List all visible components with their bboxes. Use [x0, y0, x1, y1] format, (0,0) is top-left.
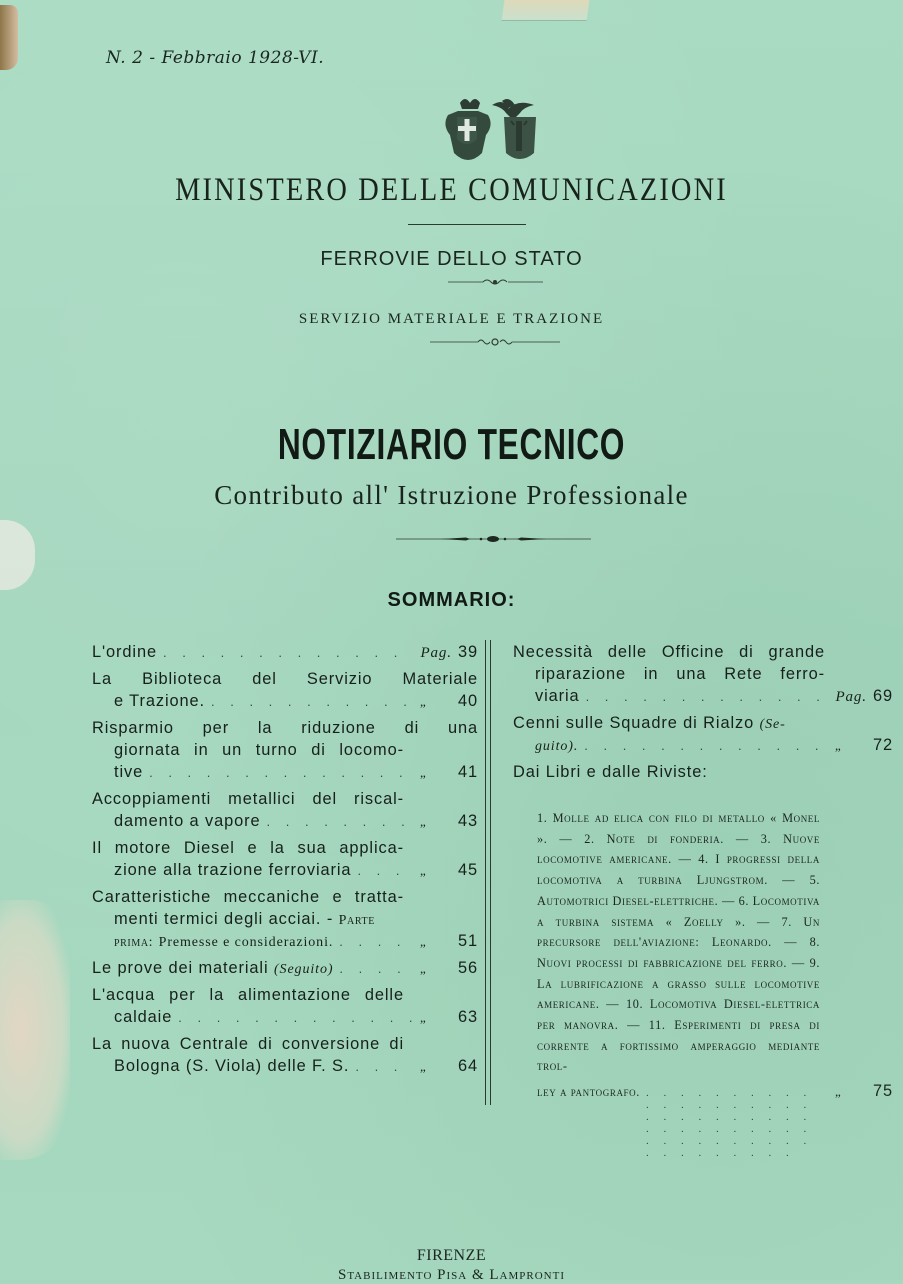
leader-dots — [357, 860, 414, 882]
leader-dots — [339, 958, 414, 980]
toc-entry[interactable] — [513, 712, 893, 756]
entry-title: Risparmio per la riduzione di una — [92, 719, 478, 737]
toc-entry[interactable] — [92, 788, 478, 832]
entry-title-cont: viaria — [535, 687, 580, 705]
ornament-rule-icon — [396, 534, 591, 544]
leader-dots — [339, 931, 414, 953]
ministry-title: MINISTERO DELLE COMUNICAZIONI — [175, 172, 728, 208]
riviste-text-end: ley a pantografo. — [537, 1085, 640, 1099]
ditto-mark: „ — [420, 814, 427, 829]
leader-dots — [646, 1087, 829, 1159]
publication-title: NOTIZIARIO TECNICO — [277, 420, 626, 469]
entry-title: Caratteristiche meccaniche e tratta- — [92, 888, 404, 906]
page-number: 75 — [872, 1082, 893, 1100]
entry-subtitle: Premesse e considerazioni. — [158, 935, 334, 950]
leader-dots — [584, 735, 829, 757]
ditto-mark: „ — [420, 961, 427, 976]
page-number: 43 — [457, 812, 478, 830]
part-label: Parte — [338, 913, 375, 928]
service-name: SERVIZIO MATERIALE E TRAZIONE — [298, 311, 605, 327]
entry-title: Accoppiamenti metallici del riscal- — [92, 790, 404, 808]
ditto-mark: „ — [420, 765, 427, 780]
entry-title: Il motore Diesel e la sua applica- — [92, 839, 404, 857]
toc-right-column — [513, 641, 893, 788]
page-prefix: Pag. — [420, 645, 452, 661]
issue-date: N. 2 - Febbraio 1928-VI. — [106, 48, 325, 68]
toc-left-column — [92, 641, 478, 1082]
toc-entry[interactable] — [92, 717, 478, 783]
page-number: 64 — [457, 1057, 478, 1075]
page-number: 45 — [457, 861, 478, 879]
entry-note: (Seguito) — [273, 962, 334, 977]
coat-of-arms-icon — [440, 93, 555, 168]
leader-dots — [355, 1056, 414, 1078]
paper-stain — [0, 5, 18, 70]
toc-entry[interactable] — [92, 1033, 478, 1077]
entry-title: Necessità delle Officine di grande — [513, 643, 825, 661]
leader-dots — [586, 686, 830, 708]
entry-title-cont: e Trazione. — [114, 692, 205, 710]
leader-dots — [178, 1007, 414, 1029]
ditto-mark: „ — [835, 738, 842, 753]
leader-dots — [149, 762, 414, 784]
toc-entry[interactable] — [92, 641, 478, 663]
riviste-last-line — [537, 1082, 893, 1159]
column-divider — [485, 640, 486, 1105]
riviste-list: 1. Molle ad elica con filo di metallo « Monel ». — 2. Note di fonderia. — 3. Nuove locomotive americane. — 4. I progressi della locomotiva a turbina Ljungstrom. — 5. Automotrici Diesel-elettriche. — 6. Locomotiva a turbina sistema « Zoelly ». — 7. Un precursore dell'aviazione: Leonardo. — 8. Nuovi processi di fabbricazione del ferro. — 9. La lubrificazione a grasso sulle locomotive americane. — 10. Locomotiva Diesel-elettrica per manovra. — 11. Esperimenti di presa di corrente a fortissimo amperaggio mediante trol- — [537, 811, 821, 1074]
part-label: prima: — [114, 935, 154, 950]
section-heading: Dai Libri e dalle Riviste: — [513, 763, 708, 781]
entry-title-cont: Bologna (S. Viola) delle F. S. — [114, 1057, 350, 1075]
divider-line — [408, 224, 526, 225]
toc-entry[interactable] — [92, 886, 478, 952]
ditto-mark: „ — [420, 694, 427, 709]
publication-subtitle: Contributo all' Istruzione Professionale — [214, 480, 689, 510]
ditto-mark: „ — [420, 863, 427, 878]
summary-heading: SOMMARIO: — [387, 589, 516, 611]
entry-title-cont: tive — [114, 763, 144, 781]
entry-title-cont: damento a vapore — [114, 812, 261, 830]
entry-note: (Se- — [759, 717, 786, 732]
toc-entry[interactable] — [513, 761, 893, 783]
column-divider — [490, 640, 491, 1105]
page-number: 51 — [457, 932, 478, 950]
entry-title: L'acqua per la alimentazione delle — [92, 986, 404, 1004]
ornament-flourish-icon — [430, 337, 560, 347]
ditto-mark: „ — [420, 934, 427, 949]
entry-note: guito). — [535, 739, 579, 754]
leader-dots — [163, 642, 414, 664]
entry-title-cont: caldaie — [114, 1008, 173, 1026]
toc-entry[interactable] — [92, 837, 478, 881]
toc-entry[interactable] — [92, 984, 478, 1028]
page-number: 63 — [457, 1008, 478, 1026]
entry-title: L'ordine — [92, 643, 158, 661]
page-number: 41 — [457, 763, 478, 781]
page-number: 39 — [457, 643, 478, 661]
entry-title: Cenni sulle Squadre di Rialzo — [513, 714, 755, 732]
entry-title-cont: riparazione in una Rete ferro- — [535, 665, 825, 683]
leader-dots — [211, 691, 414, 713]
footer-city: FIRENZE — [416, 1247, 487, 1264]
ditto-mark: „ — [420, 1010, 427, 1025]
page-number: 72 — [872, 736, 893, 754]
entry-title-cont: giornata in un turno di locomo- — [114, 741, 404, 759]
toc-entry[interactable] — [92, 957, 478, 979]
entry-title: La nuova Centrale di conversione di — [92, 1035, 404, 1053]
ditto-mark: „ — [835, 1084, 842, 1099]
entry-title-cont: zione alla trazione ferroviaria — [114, 861, 352, 879]
paper-damage — [0, 900, 70, 1160]
ornament-flourish-icon — [448, 277, 543, 287]
leader-dots — [267, 811, 414, 833]
page-prefix: Pag. — [835, 689, 867, 705]
entry-title: Le prove dei materiali — [92, 959, 269, 977]
toc-entry[interactable] — [92, 668, 478, 712]
footer-printer: Stabilimento Pisa & Lampronti — [337, 1267, 565, 1283]
entry-title-cont: menti termici degli acciai. - — [114, 910, 334, 928]
page-number: 56 — [457, 959, 478, 977]
entry-title: La Biblioteca del Servizio Materiale — [92, 670, 478, 688]
page-number: 40 — [457, 692, 478, 710]
tape-strip — [502, 0, 590, 21]
ditto-mark: „ — [420, 1059, 427, 1074]
railway-name: FERROVIE DELLO STATO — [320, 248, 583, 270]
page-number: 69 — [872, 687, 893, 705]
toc-entry[interactable] — [513, 641, 893, 707]
paper-stain — [0, 520, 35, 590]
